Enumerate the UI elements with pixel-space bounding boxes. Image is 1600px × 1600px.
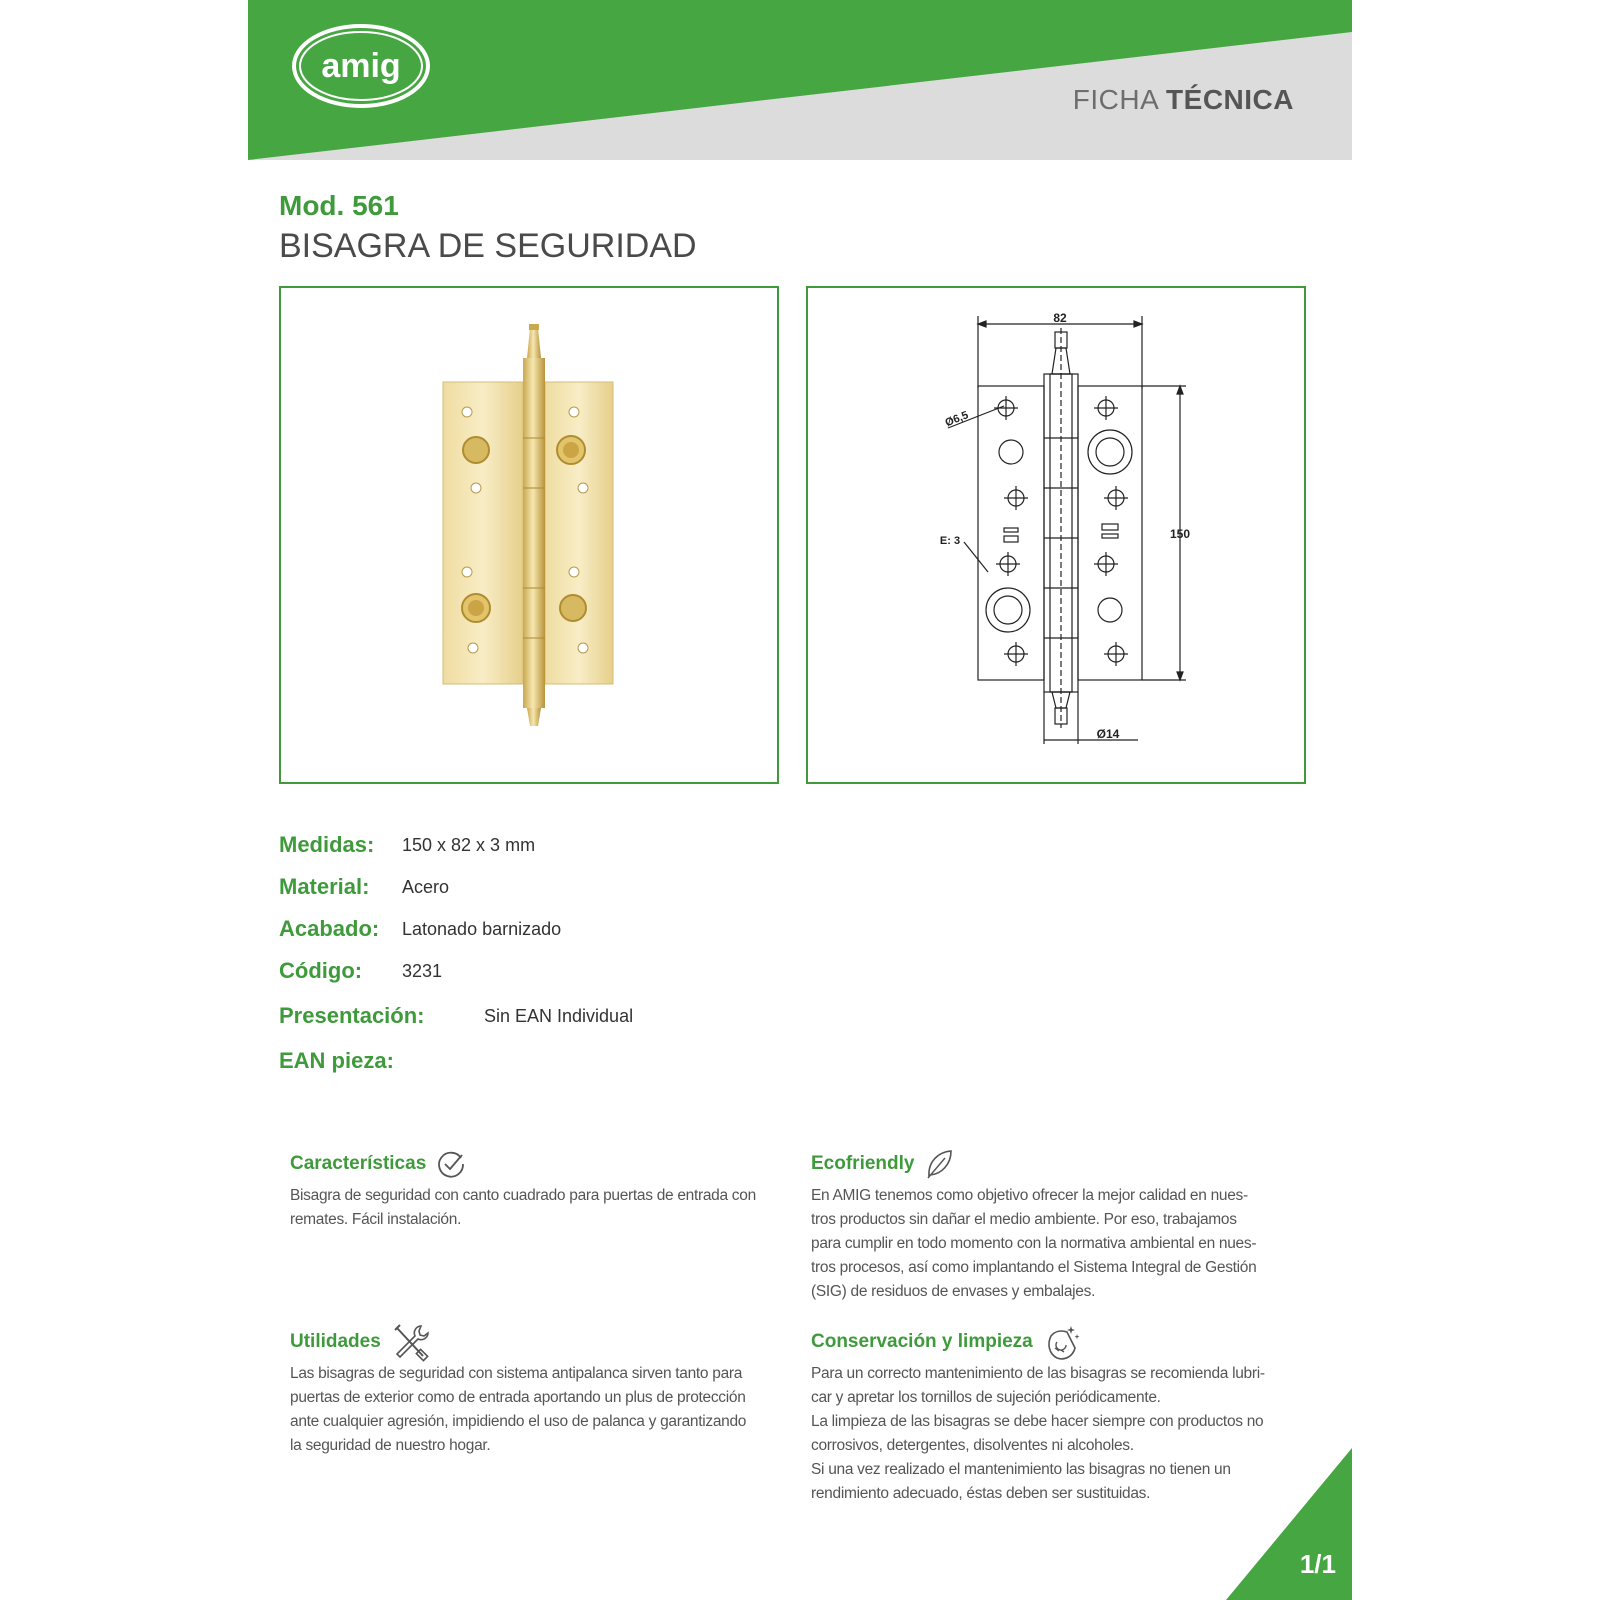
cleaning-icon	[1043, 1322, 1081, 1362]
spec-value: Acero	[402, 877, 450, 897]
spec-value: Latonado barnizado	[402, 919, 562, 939]
product-title: BISAGRA DE SEGURIDAD	[279, 227, 697, 265]
dimension-height-label: 150	[1169, 527, 1191, 541]
spec-label: Medidas:	[279, 832, 375, 857]
doc-type-light: FICHA	[1072, 84, 1158, 115]
dimension-hole-label: Ø6,5	[943, 409, 971, 430]
body-line: remates. Fácil instalación.	[290, 1211, 462, 1228]
body-line: Si una vez realizado el mantenimiento las bisagras no tienen un	[811, 1461, 1231, 1478]
section-body	[290, 1184, 780, 1232]
leaf-icon	[924, 1148, 954, 1180]
dimension-width-label: 82	[1053, 311, 1067, 325]
check-circle-icon	[436, 1149, 466, 1179]
spec-label: Presentación:	[279, 1003, 425, 1028]
section-heading	[290, 1146, 780, 1182]
section-utilidades	[290, 1324, 780, 1458]
section-title: Utilidades	[290, 1331, 381, 1352]
spec-value: 3231	[402, 961, 443, 981]
logo-text: amig	[321, 47, 401, 85]
body-line: Para un correcto mantenimiento de las bisagras se recomienda lubri-	[811, 1365, 1265, 1382]
page-number: 1/1	[1299, 1549, 1336, 1579]
body-line: para cumplir en todo momento con la normativa ambiental en nues-	[811, 1235, 1257, 1252]
dimension-knuckle-label: Ø14	[1096, 727, 1120, 741]
spec-label: Código:	[279, 958, 363, 983]
product-photo-frame	[279, 286, 779, 784]
spec-row-codigo	[279, 958, 443, 984]
section-body	[811, 1184, 1301, 1304]
body-line: (SIG) de residuos de envases y embalajes.	[811, 1283, 1096, 1300]
doc-type-heading	[1073, 84, 1294, 116]
hinge-drawing	[808, 288, 1304, 782]
spec-row-material	[279, 874, 450, 900]
spec-value: Sin EAN Individual	[484, 1006, 634, 1026]
technical-drawing-frame	[806, 286, 1306, 784]
spec-label: EAN pieza:	[279, 1048, 394, 1073]
doc-type-bold: TÉCNICA	[1166, 84, 1294, 115]
body-line: tros procesos, así como implantando el Sistema Integral de Gestión	[811, 1259, 1257, 1276]
body-line: tros productos sin dañar el medio ambiente. Por eso, trabajamos	[811, 1211, 1237, 1228]
section-heading	[811, 1146, 1301, 1182]
section-caracteristicas	[290, 1146, 780, 1232]
body-line: rendimiento adecuado, éstas deben ser sustituidas.	[811, 1485, 1151, 1502]
section-title: Características	[290, 1153, 427, 1174]
spec-value: 150 x 82 x 3 mm	[402, 835, 536, 855]
spec-label: Material:	[279, 874, 370, 899]
dimension-thickness-label: E: 3	[939, 535, 961, 547]
spec-label: Acabado:	[279, 916, 380, 941]
section-ecofriendly	[811, 1146, 1301, 1304]
body-line: En AMIG tenemos como objetivo ofrecer la mejor calidad en nues-	[811, 1187, 1248, 1204]
hinge-photo	[281, 288, 777, 782]
section-title: Ecofriendly	[811, 1153, 915, 1174]
spec-row-medidas	[279, 832, 536, 858]
body-line: Las bisagras de seguridad con sistema antipalanca sirven tanto para	[290, 1365, 743, 1382]
body-line: car y apretar los tornillos de sujeción periódicamente.	[811, 1389, 1161, 1406]
body-line: la seguridad de nuestro hogar.	[290, 1437, 491, 1454]
spec-row-presentacion	[279, 1003, 634, 1029]
body-line: puertas de exterior como de entrada aportando un plus de protección	[290, 1389, 746, 1406]
tools-icon	[391, 1322, 431, 1362]
section-heading	[811, 1324, 1301, 1360]
spec-row-ean-pieza	[279, 1048, 394, 1074]
body-line: Bisagra de seguridad con canto cuadrado para puertas de entrada con	[290, 1187, 756, 1204]
technical-sheet-page	[248, 0, 1352, 1600]
model-number: Mod. 561	[279, 190, 399, 221]
body-line: La limpieza de las bisagras se debe hacer siempre con productos no	[811, 1413, 1264, 1430]
amig-logo	[290, 22, 432, 110]
body-line: corrosivos, detergentes, disolventes ni alcoholes.	[811, 1437, 1134, 1454]
body-line: ante cualquier agresión, impidiendo el uso de palanca y garantizando	[290, 1413, 747, 1430]
section-body	[290, 1362, 780, 1458]
section-heading	[290, 1324, 780, 1360]
spec-row-acabado	[279, 916, 562, 942]
section-title: Conservación y limpieza	[811, 1331, 1033, 1352]
